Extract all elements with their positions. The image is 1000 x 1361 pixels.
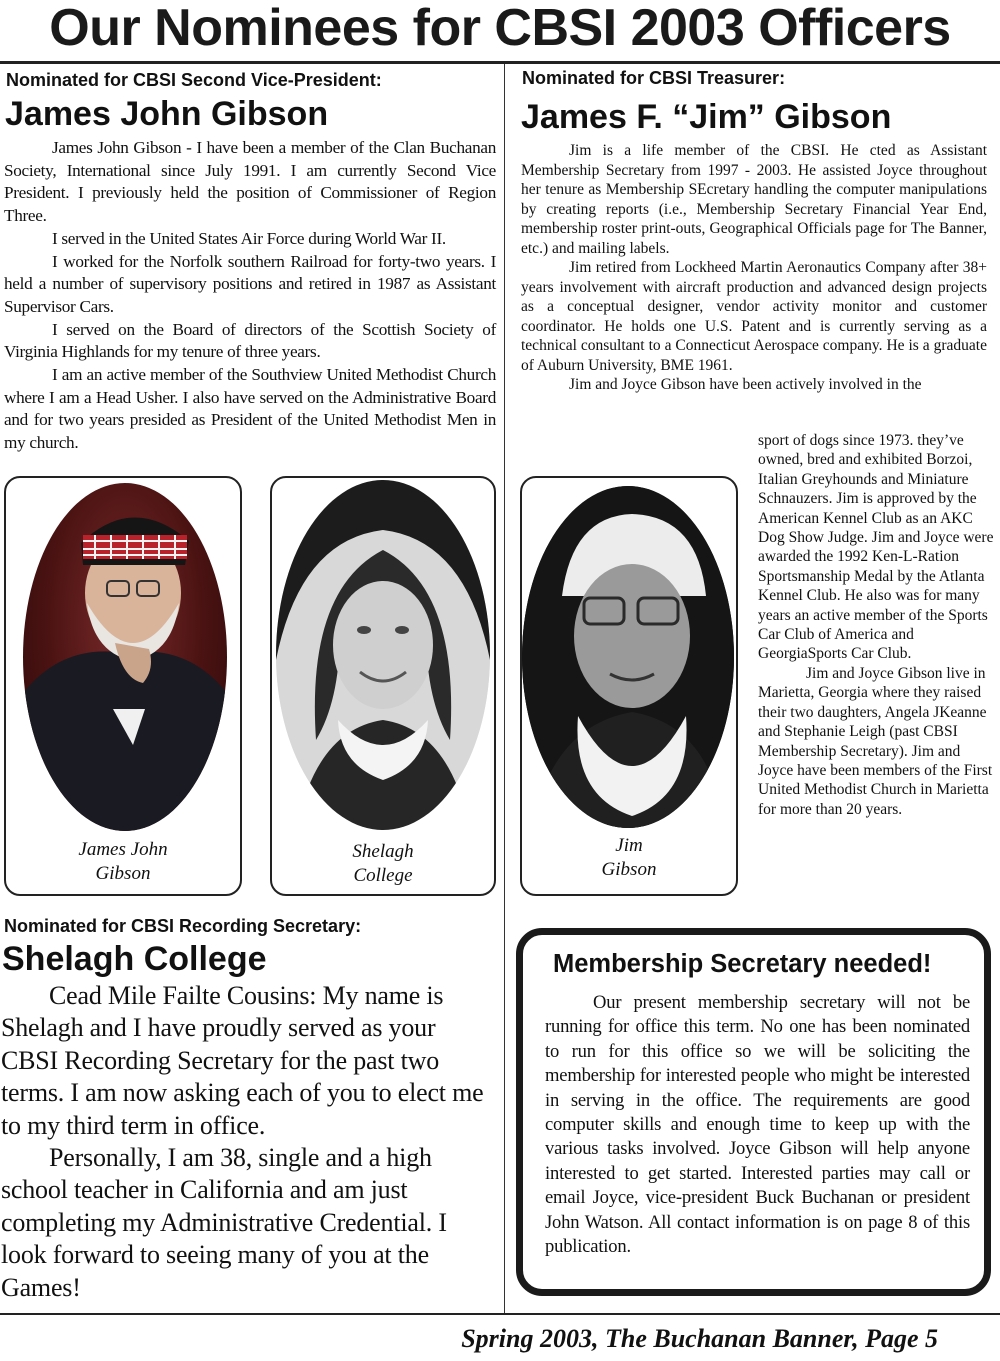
recording-secretary-name: Shelagh College bbox=[2, 940, 267, 978]
portrait-james-john-gibson bbox=[23, 483, 227, 831]
treasurer-bio-continued bbox=[758, 431, 998, 819]
bio-paragraph: I am an active member of the Southview United Methodist Church where I am a Head Usher. I also have served on the Administrative Board and for two years presided as President of the United Methodist Men in my church. bbox=[4, 365, 496, 453]
statement-paragraph: Cead Mile Failte Cousins: My name is Shelagh and I have proudly served as your CBSI Recording Secretary for the past two terms. I am now asking each of you to elect me to my third term in office. bbox=[1, 981, 484, 1140]
bottom-rule bbox=[0, 1313, 1000, 1315]
bio-paragraph: Jim is a life member of the CBSI. He cted as Assistant Membership Secretary from 1997 - 2003. He assisted Joyce throughout her tenure as Membership SEcretary handling the computer manipulations by creating reports (i.e., Membership Secretary Financial Year End, membership roster print-outs, Geographical Officials page for The Banner, etc.) and mailing labels. bbox=[521, 142, 987, 257]
treasurer-bio bbox=[521, 141, 987, 395]
bio-paragraph: sport of dogs since 1973. they’ve owned, bred and exhibited Borzoi, Italian Greyhounds and Miniature Schnauzers. Jim is approved by the American Kennel Club as an AKC Dog Show Judge. Jim and Joyce were awarded the 1992 Ken-L-Ration Sportsmanship Medal by the Atlanta Kennel Club. He also was for many years an active member of the Sports Car Club of America and GeorgiaSports Car Club. bbox=[758, 432, 994, 663]
bio-paragraph: Jim retired from Lockheed Martin Aeronautics Company after 38+ years involvement with aircraft production and advanced design projects as a conceptual designer, vendor activity monitor and customer coordinator. He holds one U.S. Patent and is currently serving as a technical consultant to a Connecticut Aerospace company. He is a graduate of Auburn University, BME 1961. bbox=[521, 259, 987, 374]
photo-frame-jim-gibson bbox=[520, 476, 738, 896]
column-divider bbox=[504, 64, 505, 1314]
bio-paragraph: I served in the United States Air Force during World War II. bbox=[52, 228, 446, 248]
bio-paragraph: I served on the Board of directors of the Scottish Society of Virginia Highlands for my tenure of three years. bbox=[4, 319, 496, 362]
bio-paragraph: Jim and Joyce Gibson live in Marietta, Georgia where they raised their two daughters, Angela JKeanne and Stephanie Leigh (past CBSI Membership Secretary). Jim and Joyce have been members of the First United Methodist Church in Marietta for more than 20 years. bbox=[758, 664, 993, 818]
portrait-illustration bbox=[23, 483, 227, 831]
photo-caption: Jim Gibson bbox=[601, 835, 657, 880]
bio-paragraph: Jim and Joyce Gibson have been actively involved in the bbox=[569, 376, 922, 393]
page-title: Our Nominees for CBSI 2003 Officers bbox=[49, 0, 951, 57]
bio-paragraph: I worked for the Norfolk southern Railroad for forty-two years. I held a number of supervisory positions and retired in 1987 as Assistant Supervisor Cars. bbox=[4, 251, 496, 316]
portrait-illustration bbox=[522, 486, 734, 828]
membership-secretary-notice bbox=[516, 928, 991, 1296]
recording-secretary-kicker: Nominated for CBSI Recording Secretary: bbox=[4, 916, 362, 936]
treasurer-name: James F. “Jim” Gibson bbox=[521, 98, 892, 136]
treasurer-kicker: Nominated for CBSI Treasurer: bbox=[522, 68, 786, 88]
portrait-shelagh-college bbox=[276, 480, 490, 830]
photo-frame-james-john-gibson bbox=[4, 476, 242, 896]
statement-paragraph: Personally, I am 38, single and a high school teacher in California and am just completing my Administrative Credential. I look forward to seeing many of you at the Games! bbox=[1, 1143, 447, 1302]
second-vp-name: James John Gibson bbox=[5, 95, 329, 133]
second-vp-bio bbox=[4, 137, 496, 455]
notice-text: Our present membership secretary will not be running for office this term. No one has been nominated to run for this office so we will be soliciting the membership for interested people who might be interested in serving in the office. The requirements are good computer skills and enough time to keep up with the various tasks involved. Joyce Gibson will help anyone interested to get started. Interested parties may call or email Joyce, vice-president Buck Buchanan or president John Watson. All contact information is on page 8 of this publication. bbox=[545, 992, 970, 1258]
second-vp-kicker: Nominated for CBSI Second Vice-President: bbox=[6, 70, 382, 90]
notice-body bbox=[545, 991, 970, 1259]
photo-caption: Shelagh College bbox=[352, 841, 414, 886]
portrait-illustration bbox=[276, 480, 490, 830]
page-footer: Spring 2003, The Buchanan Banner, Page 5 bbox=[461, 1324, 938, 1353]
photo-caption: James John Gibson bbox=[78, 839, 168, 884]
portrait-jim-gibson bbox=[522, 486, 734, 828]
notice-title: Membership Secretary needed! bbox=[553, 950, 932, 978]
top-rule bbox=[0, 61, 1000, 64]
bio-paragraph: James John Gibson - I have been a member of the Clan Buchanan Society, International since July 1991. I am currently Second Vice President. I previously held the position of Commissioner of Region Three. bbox=[4, 138, 496, 226]
recording-secretary-statement bbox=[1, 980, 496, 1304]
photo-frame-shelagh-college bbox=[270, 476, 496, 896]
